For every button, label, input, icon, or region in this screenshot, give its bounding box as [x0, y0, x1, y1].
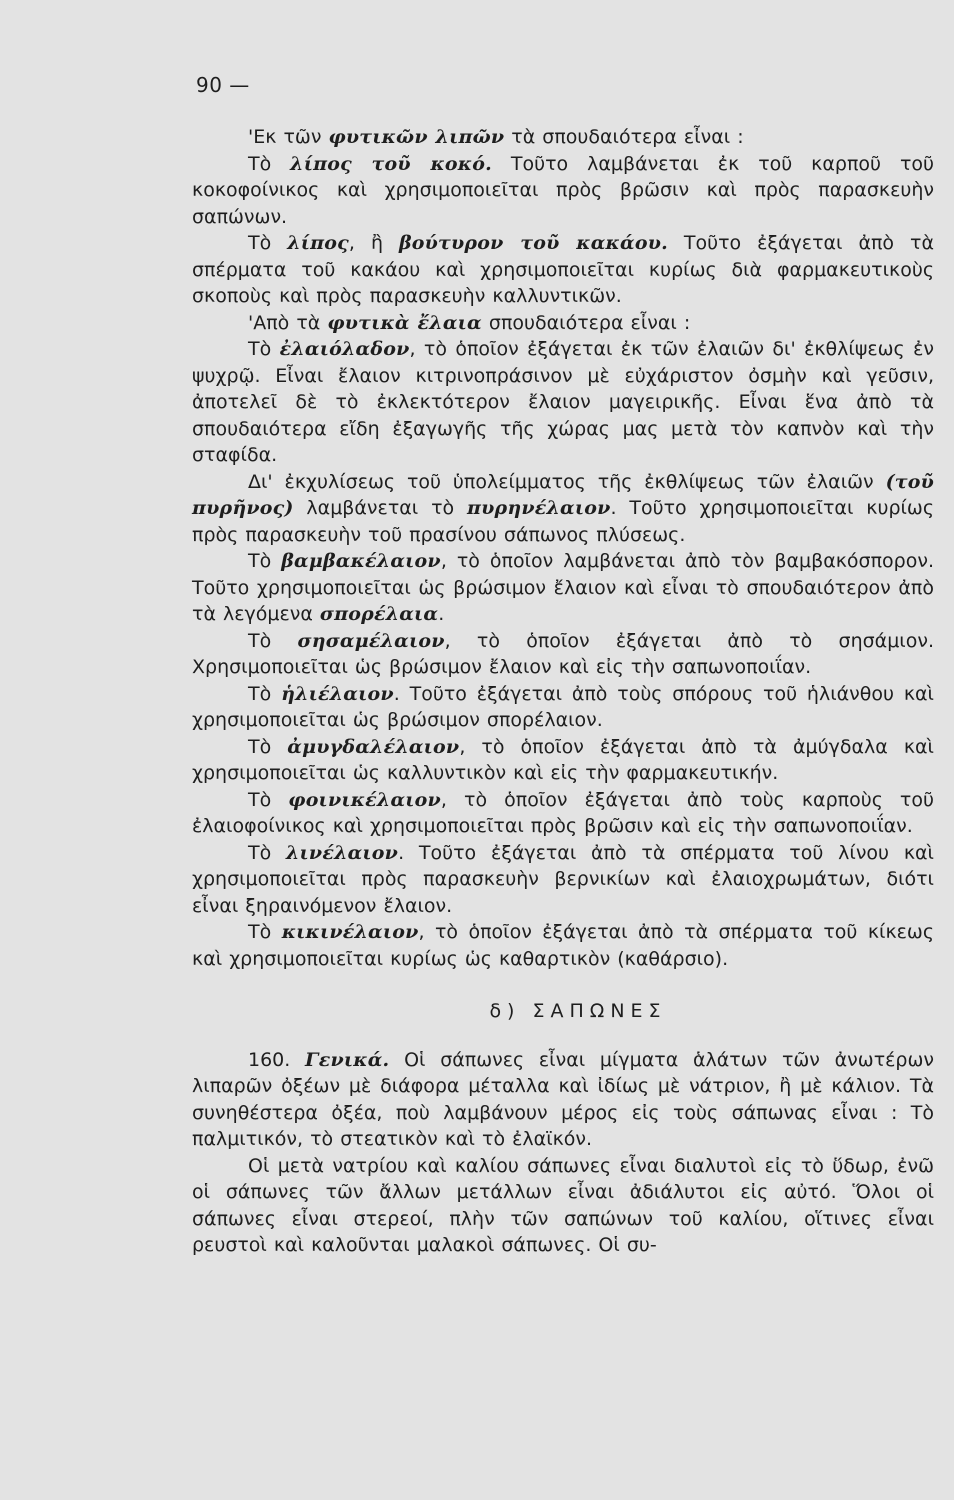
paragraph-castor-oil: Τὸ κικινέλαιον, τὸ ὁποῖον ἐξάγεται ἀπὸ τὰ σπέρματα τοῦ κίκεως καὶ χρησιμοποιεῖται κυρίως ὡς καθαρτικὸν (καθάρσιο). [192, 921, 934, 970]
emphasis-term: λίπος τοῦ κοκό. [290, 152, 492, 175]
paragraph-palm-oil: Τὸ φοινικέλαιον, τὸ ὁποῖον ἐξάγεται ἀπὸ τοὺς καρποὺς τοῦ ἐλαιοφοίνικος καὶ χρησιμοποιεῖται πρὸς βρῶσιν καὶ εἰς τὴν σαπωνοποιΐαν. [192, 788, 934, 837]
paragraph-cottonseed-oil: Τὸ βαμβακέλαιον, τὸ ὁποῖον λαμβάνεται ἀπὸ τὸν βαμβακόσπορον. Τοῦτο χρησιμοποιεῖται ὡς βρώσιμον ἔλαιον καὶ εἶναι τὸ σπουδαιότερον ἀπὸ τὰ λεγόμενα σπορέλαια. [192, 550, 934, 625]
emphasis-term: βαμβακέλαιον [281, 550, 441, 572]
paragraph-vegetable-oils-intro: 'Απὸ τὰ φυτικὰ ἔλαια σπουδαιότερα εἶναι : [248, 311, 691, 334]
emphasis-term: φυτικῶν λιπῶν [328, 126, 505, 148]
paragraph-cocoa-butter: Τὸ λίπος, ἢ βούτυρον τοῦ κακάου. Τοῦτο ἐξάγεται ἀπὸ τὰ σπέρματα τοῦ κακάου καὶ χρησιμοποιεῖται κυρίως διὰ φαρμακευτικοὺς σκοποὺς καὶ πρὸς παρασκευὴν καλλυντικῶν. [192, 232, 934, 307]
paragraph-sesame-oil: Τὸ σησαμέλαιον, τὸ ὁποῖον ἐξάγεται ἀπὸ τὸ σησάμιον. Χρησιμοποιεῖται ὡς βρώσιμον ἔλαιον καὶ εἰς τὴν σαπωνοποιΐαν. [192, 629, 934, 678]
paragraph-pomace-oil: Δι' ἐκχυλίσεως τοῦ ὑπολείμματος τῆς ἐκθλίψεως τῶν ἐλαιῶν (τοῦ πυρῆνος) λαμβάνεται τὸ πυρηνέλαιον. Τοῦτο χρησιμοποιεῖται κυρίως πρὸς παρασκευὴν τοῦ πρασίνου σάπωνος πλύσεως. [192, 470, 934, 546]
paragraph-olive-oil: Τὸ ἐλαιόλαδον, τὸ ὁποῖον ἐξάγεται ἐκ τῶν ἐλαιῶν δι' ἐκθλίψεως ἐν ψυχρῷ. Εἶναι ἔλαιον κιτρινοπράσινον μὲ εὐχάριστον ὀσμὴν καὶ γεῦσιν, ἀποτελεῖ δὲ τὸ ἐκλεκτότερον ἔλαιον μαγειρικῆς. Εἶναι ἕνα ἀπὸ τὰ σπουδαιότερα εἴδη ἐξαγωγῆς τῆς χώρας μας μετὰ τὸν καπνὸν καὶ τὴν σταφίδα. [192, 338, 934, 466]
emphasis-term: σπορέλαια [319, 603, 439, 625]
emphasis-term: ἡλιέλαιον [281, 682, 394, 705]
paragraph-coconut-fat: Τὸ λίπος τοῦ κοκό. Τοῦτο λαμβάνεται ἐκ τοῦ καρποῦ τοῦ κοκοφοίνικος καὶ χρησιμοποιεῖται πρὸς βρῶσιν καὶ πρὸς παρασκευὴν σαπώνων. [192, 152, 935, 228]
paragraph-linseed-oil: Τὸ λινέλαιον. Τοῦτο ἐξάγεται ἀπὸ τὰ σπέρματα τοῦ λίνου καὶ χρησιμοποιεῖται πρὸς παρασκευὴν βερνικίων καὶ ἐλαιοχρωμάτων, διότι εἶναι ξηραινόμενον ἔλαιον. [192, 841, 934, 917]
paragraph-sunflower-oil: Τὸ ἡλιέλαιον. Τοῦτο ἐξάγεται ἀπὸ τοὺς σπόρους τοῦ ἡλιάνθου καὶ χρησιμοποιεῖται ὡς βρώσιμον σπορέλαιον. [192, 682, 934, 731]
emphasis-term: λίπος [287, 232, 349, 254]
paragraph-soaps-general: 160. Γενικά. Οἱ σάπωνες εἶναι μίγματα ἁλάτων τῶν ἀνωτέρων λιπαρῶν ὀξέων μὲ διάφορα μέταλλα καὶ ἰδίως μὲ νάτριον, ἢ μὲ κάλιον. Τὰ συνηθέστερα ὀξέα, ποὺ λαμβάνουν μέρος εἰς τοὺς σάπωνας εἶναι : Τὸ παλμιτικόν, τὸ στεατικὸν καὶ τὸ ἐλαϊκόν. [192, 1048, 934, 1150]
page-number: 90 — [196, 73, 250, 97]
emphasis-term: πυρηνέλαιον [467, 497, 611, 519]
emphasis-term: φυτικὰ ἔλαια [327, 311, 482, 334]
emphasis-term: Γενικά. [305, 1048, 390, 1071]
page-body [192, 124, 934, 1259]
emphasis-term: βούτυρον τοῦ κακάου. [398, 232, 668, 254]
emphasis-term: λινέλαιον [286, 841, 399, 864]
emphasis-term: ἐλαιόλαδον [279, 338, 410, 360]
paragraph-vegetable-fats-intro: 'Εκ τῶν φυτικῶν λιπῶν τὰ σπουδαιότερα εἶναι : [248, 126, 744, 148]
emphasis-term: κικινέλαιον [281, 921, 419, 943]
emphasis-term: φοινικέλαιον [288, 788, 441, 811]
paragraph-almond-oil: Τὸ ἀμυγδαλέλαιον, τὸ ὁποῖον ἐξάγεται ἀπὸ τὰ ἀμύγδαλα καὶ χρησιμοποιεῖται ὡς καλλυντικὸν καὶ εἰς τὴν φαρμακευτικήν. [192, 735, 934, 784]
section-heading-soaps: δ) ΣΑΠΩΝΕΣ [489, 1000, 667, 1022]
emphasis-term: ἀμυγδαλέλαιον [287, 735, 460, 758]
emphasis-term: σησαμέλαιον [297, 629, 445, 652]
emphasis-term: (τοῦ πυρῆνος) [192, 470, 934, 519]
paragraph-soaps-solubility: Οἱ μετὰ νατρίου καὶ καλίου σάπωνες εἶναι διαλυτοὶ εἰς τὸ ὕδωρ, ἐνῶ οἱ σάπωνες τῶν ἄλλων μετάλλων εἶναι ἀδιάλυτοι εἰς αὐτό. Ὅλοι οἱ σάπωνες εἶναι στερεοί, πλὴν τῶν σαπώνων τοῦ καλίου, οἵτινες εἶναι ρευστοὶ καὶ καλοῦνται μαλακοὶ σάπωνες. Οἱ συ- [192, 1154, 934, 1256]
